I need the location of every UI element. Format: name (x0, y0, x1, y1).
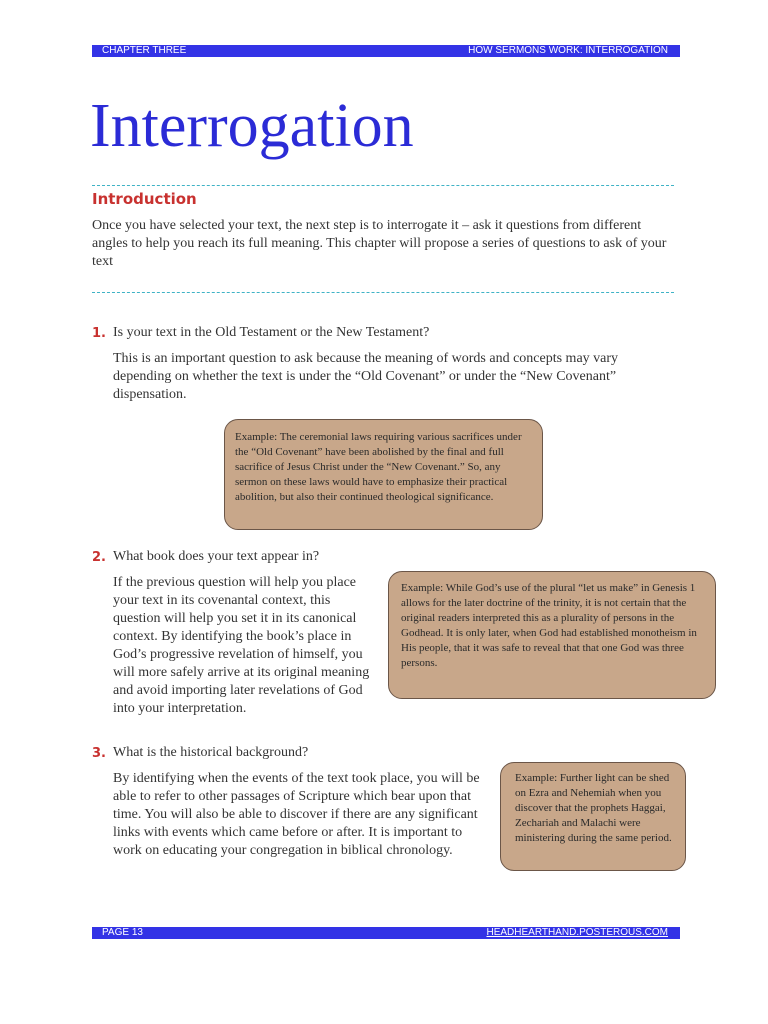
intro-heading: Introduction (92, 190, 197, 208)
page-number: PAGE 13 (102, 927, 143, 938)
question-body: This is an important question to ask because the meaning of words and concepts may vary depending on whether the text is under the “Old Covenant” or under the “New Covenant” dispensation. (113, 351, 619, 402)
example-box: Example: Further light can be shed on Ezra and Nehemiah when you discover that the prophets Haggai, Zechariah and Malachi were ministering during the same period. (500, 762, 686, 871)
section-label: HOW SERMONS WORK: INTERROGATION (468, 45, 668, 56)
question-heading: What is the historical background? (113, 745, 309, 760)
intro-text: Once you have selected your text, the next step is to interrogate it – ask it questions from different angles to help you reach its full meaning. This chapter will propose a series of questions to ask of your text (92, 218, 667, 269)
example-box: Example: The ceremonial laws requiring various sacrifices under the “Old Covenant” have been abolished by the final and full sacrifice of Jesus Christ under the “New Covenant.” So, any sermon on these laws would have to emphasize their practical abolition, but also their continued theological significance. (224, 419, 543, 530)
header-band (92, 45, 680, 57)
question-number: 2. (92, 550, 106, 565)
divider (92, 185, 674, 186)
example-box: Example: While God’s use of the plural “let us make” in Genesis 1 allows for the later doctrine of the trinity, it is not certain that the original readers interpreted this as a plurality of persons in the Godhead. It is only later, when God had established monotheism in His people, that it was safe to reveal that that one God was three persons. (388, 571, 716, 699)
question-body: If the previous question will help you place your text in its covenantal context, this question will help you set it in its canonical context. By identifying the book’s place in God’s progressive revelation of himself, you will more safely arrive at its original meaning and avoid importing later revelations of God into your interpretation. (113, 575, 370, 716)
site-link[interactable]: HEADHEARTHAND.POSTEROUS.COM (486, 927, 668, 938)
question-heading: What book does your text appear in? (113, 549, 320, 564)
question-number: 1. (92, 326, 106, 341)
question-heading: Is your text in the Old Testament or the New Testament? (113, 325, 430, 340)
divider (92, 292, 674, 293)
footer-band (92, 927, 680, 939)
question-body: By identifying when the events of the text took place, you will be able to refer to other passages of Scripture which bear upon that time. You will also be able to discover if there are any significant links with events which came before or after. It is important to work on educating your congregation in biblical chronology. (113, 771, 480, 858)
page-title: Interrogation (90, 92, 414, 160)
question-number: 3. (92, 746, 106, 761)
chapter-label: CHAPTER THREE (102, 45, 187, 56)
